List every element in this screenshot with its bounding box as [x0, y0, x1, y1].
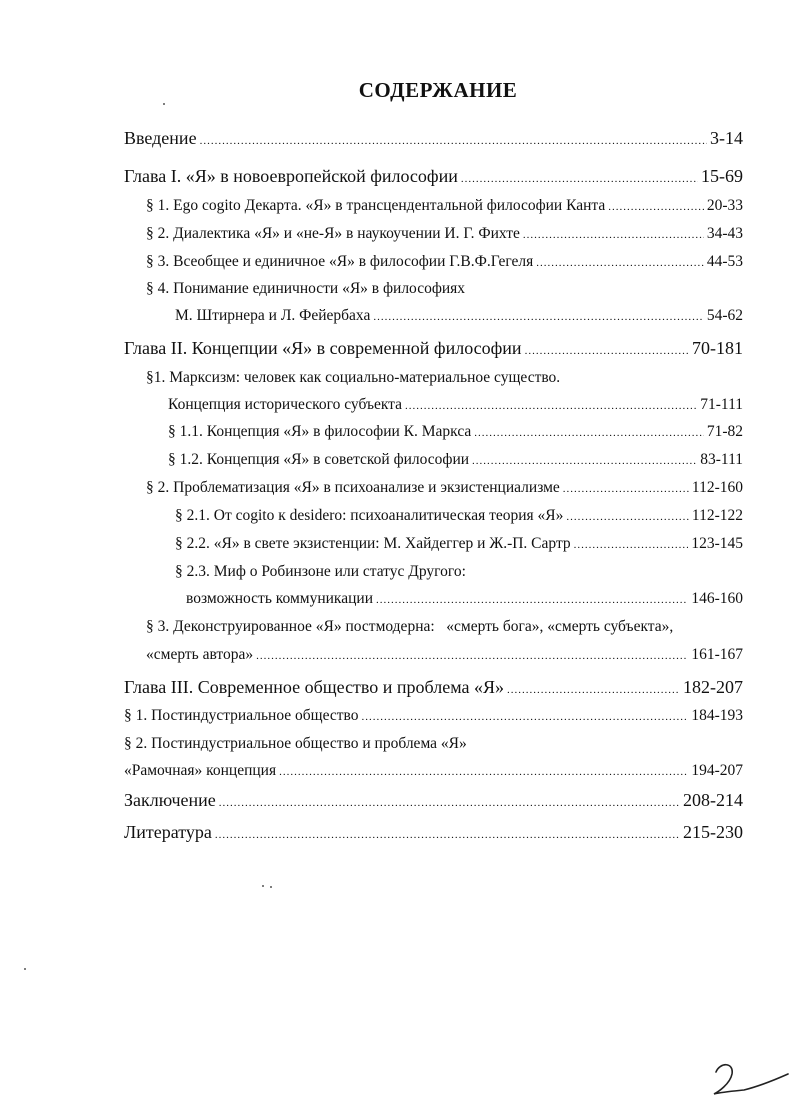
toc-entry-label: § 2.1. От cogito к desidero: психоаналитическая теория «Я» [175, 507, 564, 524]
toc-leader-dots [256, 651, 688, 662]
toc-entry-page: 146-160 [691, 590, 743, 607]
toc-leader-dots [523, 230, 704, 241]
toc-entry-page: 194-207 [691, 762, 743, 779]
toc-entry-page: 184-193 [691, 707, 743, 724]
toc-entry-page: 71-82 [706, 423, 743, 440]
scan-speck [24, 968, 26, 970]
toc-leader-dots [574, 540, 689, 551]
toc-leader-dots [376, 595, 688, 606]
toc-entry-label: § 2.2. «Я» в свете экзистенции: М. Хайдеггер и Ж.-П. Сартр [175, 535, 571, 552]
toc-entry-chapter-3[interactable] [0, 677, 743, 699]
toc-entry-section-3-2-line2[interactable] [0, 762, 743, 784]
toc-entry-label: § 2. Проблематизация «Я» в психоанализе и экзистенциализме [146, 479, 560, 496]
toc-leader-dots [461, 174, 698, 185]
toc-leader-dots [405, 401, 697, 412]
toc-entry-label: § 1. Ego cogito Декарта. «Я» в трансцендентальной философии Канта [146, 197, 606, 214]
toc-entry-page: 112-122 [691, 507, 743, 524]
toc-entry-label: Глава III. Современное общество и проблема «Я» [124, 677, 505, 697]
toc-leader-dots [361, 712, 688, 723]
toc-leader-dots [536, 258, 704, 269]
toc-leader-dots [219, 798, 680, 809]
page-title: СОДЕРЖАНИЕ [358, 78, 518, 102]
toc-leader-dots [608, 202, 704, 213]
toc-entry-section-2-2-3-line1[interactable]: § 2.3. Миф о Робинзоне или статус Другого: [175, 563, 466, 580]
toc-entry-label: Литература [124, 822, 212, 842]
toc-entry-label: § 1. Постиндустриальное общество [124, 707, 359, 724]
toc-entry-section-2-1-line1[interactable]: §1. Марксизм: человек как социально-материальное существо. [146, 369, 561, 386]
toc-entry-page: 208-214 [683, 790, 743, 810]
toc-entry-page: 161-167 [691, 646, 743, 663]
toc-leader-dots [566, 512, 689, 523]
toc-entry-label: § 1.2. Концепция «Я» в советской философии [168, 451, 470, 468]
toc-entry-page: 182-207 [683, 677, 743, 697]
toc-entry-label: М. Штирнера и Л. Фейербаха [175, 307, 371, 324]
scan-speck [163, 103, 165, 105]
toc-entry-section-2-3-line2[interactable] [0, 646, 743, 668]
toc-entry-section-2-2[interactable] [0, 479, 743, 501]
toc-entry-introduction[interactable] [0, 128, 743, 150]
toc-entry-label: Глава II. Концепции «Я» в современной философии [124, 338, 522, 358]
toc-entry-section-2-1-2[interactable] [0, 451, 743, 473]
toc-entry-label: § 1.1. Концепция «Я» в философии К. Маркса [168, 423, 472, 440]
toc-entry-label: «Рамочная» концепция [124, 762, 277, 779]
toc-entry-label: § 2. Диалектика «Я» и «не-Я» в наукоучении И. Г. Фихте [146, 225, 520, 242]
toc-entry-section-2-2-2[interactable] [0, 535, 743, 557]
toc-entry-chapter-1[interactable] [0, 166, 743, 188]
toc-entry-page: 34-43 [706, 225, 743, 242]
toc-entry-label: «смерть автора» [146, 646, 254, 663]
toc-entry-page: 112-160 [691, 479, 743, 496]
toc-entry-section-3-2-line1[interactable]: § 2. Постиндустриальное общество и проблема «Я» [124, 735, 467, 752]
toc-entry-section-2-3-line1[interactable]: § 3. Деконструированное «Я» постмодерна: «смерть бога», «смерть субъекта», [146, 618, 674, 635]
toc-entry-section-2-2-3-line2[interactable] [0, 590, 743, 612]
toc-leader-dots [200, 136, 707, 147]
toc-leader-dots [474, 428, 704, 439]
toc-entry-conclusion[interactable] [0, 790, 743, 812]
toc-entry-section-1-4-line2[interactable] [0, 307, 743, 329]
toc-entry-page: 83-111 [700, 451, 743, 468]
toc-entry-section-2-2-1[interactable] [0, 507, 743, 529]
toc-entry-page: 15-69 [701, 166, 743, 186]
handwritten-page-number-icon [712, 1060, 792, 1100]
toc-leader-dots [563, 484, 689, 495]
toc-entry-page: 20-33 [706, 197, 743, 214]
toc-entry-page: 215-230 [683, 822, 743, 842]
toc-leader-dots [525, 346, 689, 357]
toc-entry-section-2-1-line2[interactable] [0, 396, 743, 418]
toc-entry-page: 3-14 [710, 128, 743, 148]
toc-leader-dots [507, 685, 680, 696]
toc-entry-label: Введение [124, 128, 197, 148]
toc-entry-page: 123-145 [691, 535, 743, 552]
toc-entry-page: 70-181 [692, 338, 743, 358]
toc-entry-section-2-1-1[interactable] [0, 423, 743, 445]
toc-leader-dots [472, 456, 697, 467]
toc-leader-dots [279, 767, 688, 778]
toc-entry-label: Концепция исторического субъекта [168, 396, 403, 413]
toc-leader-dots [215, 830, 680, 841]
toc-entry-section-1-1[interactable] [0, 197, 743, 219]
toc-entry-page: 54-62 [706, 307, 743, 324]
toc-entry-section-1-2[interactable] [0, 225, 743, 247]
toc-entry-bibliography[interactable] [0, 822, 743, 844]
toc-entry-section-3-1[interactable] [0, 707, 743, 729]
scan-speck [262, 885, 264, 887]
scan-speck [270, 886, 272, 888]
toc-entry-label: § 3. Всеобщее и единичное «Я» в философии Г.В.Ф.Гегеля [146, 253, 534, 270]
toc-entry-label: Заключение [124, 790, 216, 810]
toc-entry-page: 71-111 [700, 396, 743, 413]
toc-entry-page: 44-53 [706, 253, 743, 270]
toc-entry-chapter-2[interactable] [0, 338, 743, 360]
toc-entry-label: возможность коммуникации [186, 590, 373, 607]
toc-entry-section-1-4-line1[interactable]: § 4. Понимание единичности «Я» в философиях [146, 280, 466, 297]
toc-entry-section-1-3[interactable] [0, 253, 743, 275]
toc-leader-dots [373, 312, 703, 323]
toc-entry-label: Глава I. «Я» в новоевропейской философии [124, 166, 458, 186]
